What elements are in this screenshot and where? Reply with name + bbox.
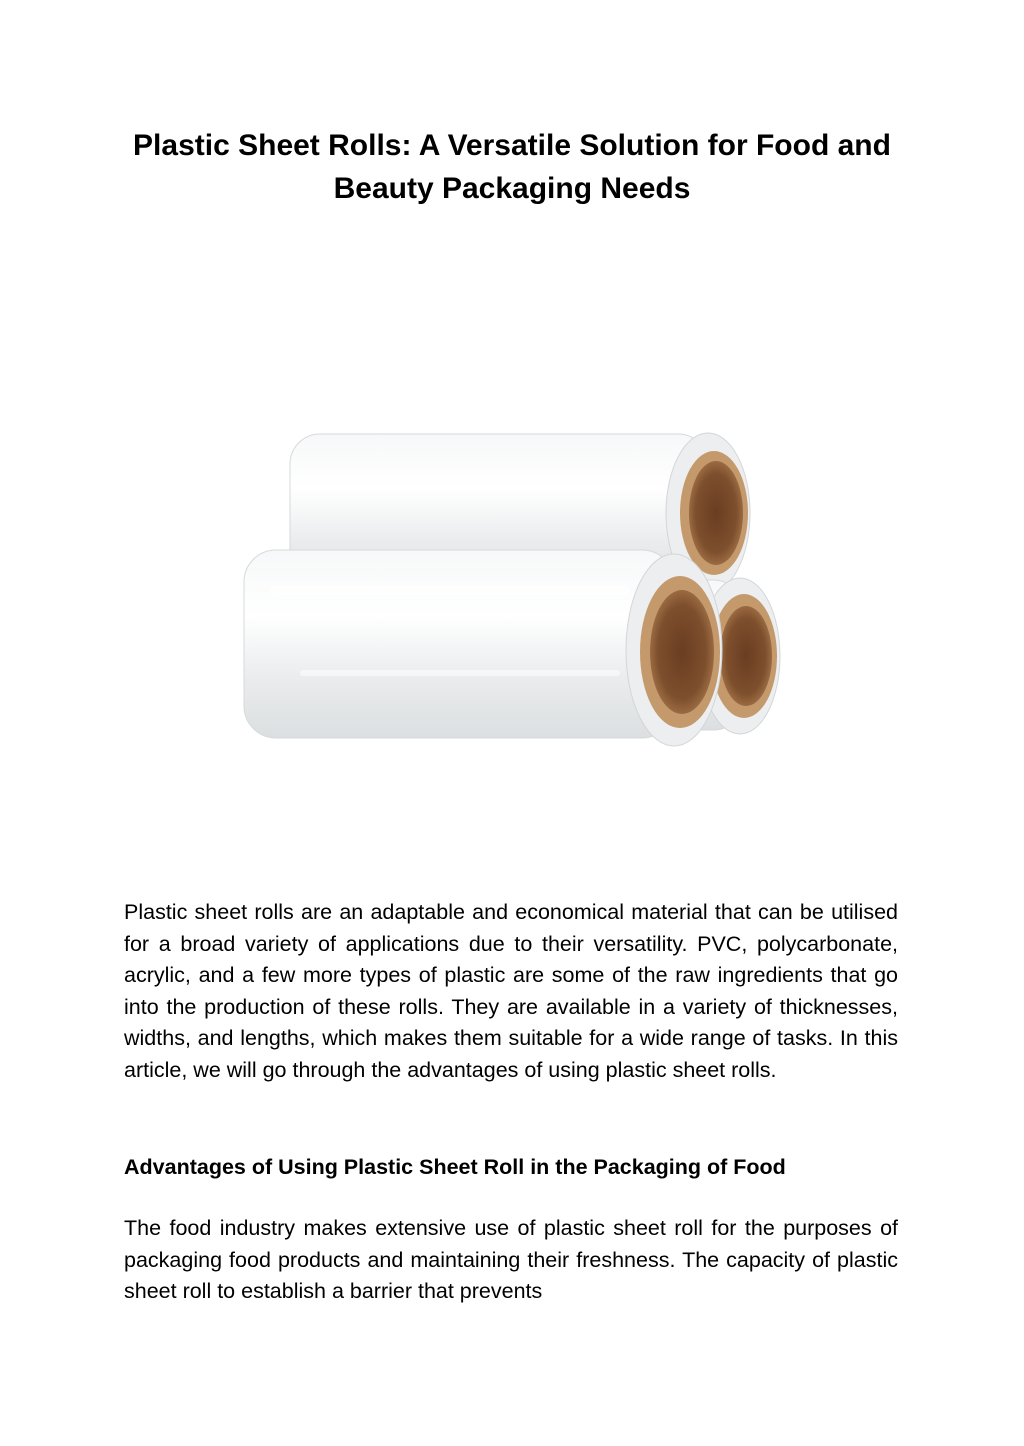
food-packaging-paragraph: The food industry makes extensive use of plastic sheet roll for the purposes of packaging food products and maintaining their freshness. The capacity of plastic sheet roll to establish a barrier that prevents — [124, 1216, 898, 1303]
page-title: Plastic Sheet Rolls: A Versatile Solution for Food and Beauty Packaging Needs — [133, 129, 891, 205]
plastic-rolls-image — [230, 420, 800, 760]
section-heading: Advantages of Using Plastic Sheet Roll in the Packaging of Food — [124, 1155, 786, 1179]
roll-front — [244, 550, 722, 746]
intro-paragraph: Plastic sheet rolls are an adaptable and economical material that can be utilised for a broad variety of applications due to their versatility. PVC, polycarbonate, acrylic, and a few more types of plastic are some of the raw ingredients that go into the production of these rolls. They are available in a variety of thicknesses, widths, and lengths, which makes them suitable for a wide range of tasks. In this article, we will go through the advantages of using plastic sheet rolls. — [124, 900, 898, 1082]
